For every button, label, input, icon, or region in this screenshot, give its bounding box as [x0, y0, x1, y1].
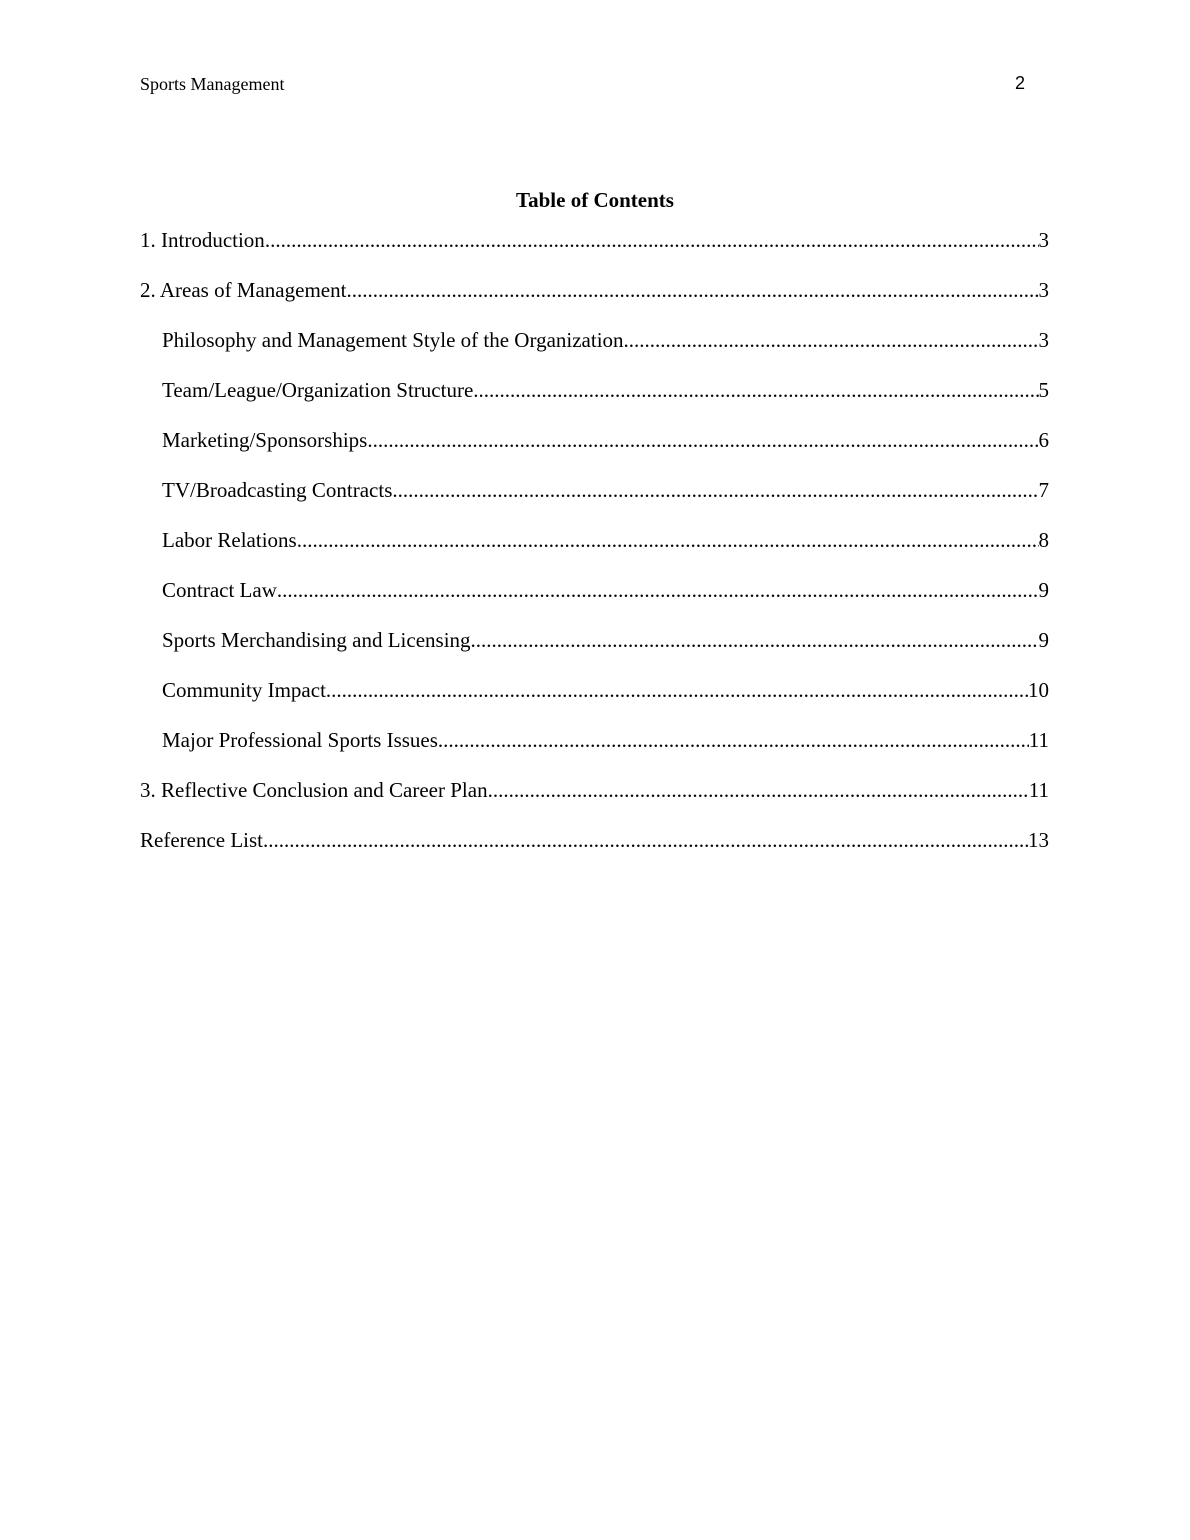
toc-entry-label: 3. Reflective Conclusion and Career Plan: [140, 778, 488, 802]
toc-entry-page: 8: [1038, 528, 1049, 552]
toc-dot-leader: [297, 526, 1039, 554]
toc-entry-merchandising[interactable]: [140, 626, 1049, 676]
toc-entry-label: Contract Law: [162, 578, 277, 602]
toc-entry-page: 3: [1038, 278, 1049, 302]
toc-entry-page: 13: [1028, 828, 1049, 852]
toc-entry-page: 6: [1038, 428, 1049, 452]
toc-dot-leader: [438, 726, 1029, 754]
toc-entry-page: 5: [1038, 378, 1049, 402]
toc-dot-leader: [346, 276, 1038, 304]
toc-entry-page: 10: [1028, 678, 1049, 702]
toc-dot-leader: [263, 826, 1028, 854]
toc-entry-label: Philosophy and Management Style of the Organization: [162, 328, 624, 352]
toc-entry-introduction[interactable]: [140, 226, 1049, 276]
toc-entry-page: 3: [1038, 228, 1049, 252]
toc-entry-page: 3: [1038, 328, 1049, 352]
toc-entry-label: Sports Merchandising and Licensing: [162, 628, 471, 652]
toc-entry-label: Team/League/Organization Structure: [162, 378, 474, 402]
toc-entry-philosophy[interactable]: [140, 326, 1049, 376]
toc-entry-label: Marketing/Sponsorships: [162, 428, 368, 452]
toc-dot-leader: [471, 626, 1039, 654]
toc-entry-label: Reference List: [140, 828, 264, 852]
toc-entry-contract-law[interactable]: [140, 576, 1049, 626]
toc-entry-page: 11: [1028, 728, 1049, 752]
page-number: 2: [1015, 73, 1026, 93]
toc-entry-label: Community Impact: [162, 678, 326, 702]
toc-entry-page: 11: [1028, 778, 1049, 802]
toc-entry-reference-list[interactable]: [140, 826, 1049, 876]
toc-entry-label: Major Professional Sports Issues: [162, 728, 438, 752]
toc-dot-leader: [265, 226, 1039, 254]
toc-entry-areas-of-management[interactable]: [140, 276, 1049, 326]
toc-dot-leader: [473, 376, 1038, 404]
toc-entry-labor-relations[interactable]: [140, 526, 1049, 576]
toc-dot-leader: [392, 476, 1038, 504]
toc-entry-page: 7: [1038, 478, 1049, 502]
toc-entry-label: TV/Broadcasting Contracts: [162, 478, 393, 502]
toc-dot-leader: [277, 576, 1039, 604]
toc-list: [140, 226, 1049, 876]
toc-dot-leader: [367, 426, 1038, 454]
toc-entry-major-issues[interactable]: [140, 726, 1049, 776]
toc-entry-label: Labor Relations: [162, 528, 297, 552]
toc-dot-leader: [624, 326, 1039, 354]
toc-entry-conclusion[interactable]: [140, 776, 1049, 826]
toc-entry-page: 9: [1038, 578, 1049, 602]
toc-entry-broadcasting[interactable]: [140, 476, 1049, 526]
toc-title: Table of Contents: [516, 188, 674, 212]
toc-dot-leader: [488, 776, 1029, 804]
toc-entry-structure[interactable]: [140, 376, 1049, 426]
toc-entry-marketing[interactable]: [140, 426, 1049, 476]
running-head: Sports Management: [140, 74, 285, 94]
toc-dot-leader: [326, 676, 1028, 704]
toc-entry-page: 9: [1038, 628, 1049, 652]
toc-entry-community-impact[interactable]: [140, 676, 1049, 726]
toc-entry-label: 2. Areas of Management: [140, 278, 347, 302]
toc-entry-label: 1. Introduction: [140, 228, 265, 252]
